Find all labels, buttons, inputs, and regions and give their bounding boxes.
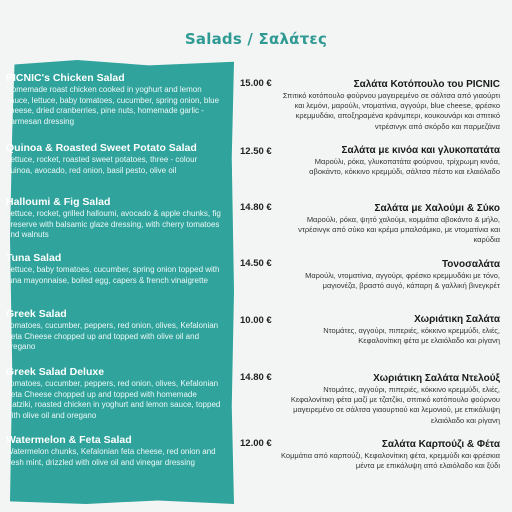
item-name-greek: Σαλάτα με Χαλούμι & Σύκο	[374, 203, 500, 214]
item-name: Tuna Salad	[6, 252, 62, 264]
item-name: PICNIC's Chicken Salad	[6, 72, 125, 84]
menu-item-gr	[280, 202, 500, 246]
menu-item-gr	[280, 258, 500, 291]
menu-item-en	[6, 308, 224, 353]
item-name-greek: Χωριάτικη Σαλάτα	[414, 314, 500, 325]
item-name: Greek Salad	[6, 308, 67, 320]
item-price: 14.50 €	[240, 258, 272, 269]
item-name-greek: Χωριάτικη Σαλάτα Ντελούξ	[373, 373, 500, 384]
item-description-greek: Κομμάτια από καρπούζι, Κεφαλονίτικη φέτα, κρεμμύδι και φρέσκια μέντα με επικάλυψη από ελαιόλαδο και ξύδι	[281, 451, 500, 471]
item-name: Greek Salad Deluxe	[6, 366, 105, 378]
item-price: 14.80 €	[240, 202, 272, 213]
item-price: 14.80 €	[240, 372, 272, 383]
item-description-greek: Σπιτικό κοτόπουλο φούρνου μαγειρεμένο σε σάλτσα από γιαούρτι και λεμόνι, μαρούλι, ντοματίνια, αγγούρι, blue cheese, φρέσκο κρεμμυδάκι, αποξηραμένα κράνμπερι, κουκουνάρι και σπιτικό ντρέσινγκ από σκόρδο και παρμεζάνα	[282, 91, 500, 131]
menu-item-en	[6, 196, 224, 241]
item-description-greek: Μαρούλι, ντοματίνια, αγγούρι, φρέσκο κρεμμυδάκι με τόνο, μαγιονέζα, βραστό αυγό, κάπαρη & γαλλική βινεγκρέτ	[305, 271, 500, 291]
menu-item-en	[6, 72, 224, 127]
menu-item-gr	[280, 313, 500, 346]
menu-item-gr	[280, 438, 500, 471]
menu-item-en	[6, 366, 224, 421]
menu-item-gr	[280, 372, 500, 426]
menu-item-en	[6, 142, 224, 176]
menu-item-gr	[280, 78, 500, 132]
item-name-greek: Τονοσαλάτα	[441, 259, 500, 270]
item-description-greek: Μαρούλι, ρόκα, γλυκοπατάτα φούρνου, τρίχρωμη κινόα, αβοκάντο, κόκκινο κρεμμύδι, σάλτσα πέστο και ελαιόλαδο	[309, 157, 500, 177]
item-description: Lettuce, rocket, roasted sweet potatoes, three - colour quinoa, avocado, red onion, basil pesto, olive oil	[6, 155, 198, 175]
item-description: Lettuce, baby tomatoes, cucumber, spring onion topped with tuna mayonnaise, boiled egg, capers & french vinaigrette	[6, 265, 220, 285]
item-price: 15.00 €	[240, 78, 272, 89]
item-name: Halloumi & Fig Salad	[6, 196, 111, 208]
item-name: Watermelon & Feta Salad	[6, 434, 132, 446]
menu-item-gr	[280, 144, 500, 177]
menu-item-en	[6, 434, 224, 468]
item-description: Lettuce, rocket, grilled halloumi, avocado & apple chunks, fig preserve with balsamic glaze dressing, with cherry tomatoes and walnuts	[6, 209, 221, 239]
item-price: 12.50 €	[240, 146, 272, 157]
item-name: Quinoa & Roasted Sweet Potato Salad	[6, 142, 197, 154]
item-price: 10.00 €	[240, 315, 272, 326]
item-name-greek: Σαλάτα με κινόα και γλυκοπατάτα	[341, 145, 500, 156]
item-name-greek: Σαλάτα Κοτόπουλο του PICNIC	[353, 79, 500, 90]
item-name-greek: Σαλάτα Καρπούζι & Φέτα	[381, 439, 500, 450]
item-description: Tomatoes, cucumber, peppers, red onion, olives, Kefalonian Feta Cheese chopped up and topped with olive oil and oregano	[6, 321, 219, 351]
item-description: Watermelon chunks, Kefalonian feta cheese, red onion and fresh mint, drizzled with olive oil and vinegar dressing	[6, 447, 216, 467]
item-description-greek: Μαρούλι, ρόκα, ψητό χαλούμι, κομμάτια αβοκάντο & μήλο, ντρέσινγκ από σύκο και κρέμα μπαλσάμικο, με ντοματίνια και καρύδια	[298, 215, 500, 245]
item-description-greek: Ντομάτες, αγγούρι, πιπεριές, κόκκινο κρεμμύδι, ελιές, Κεφαλονίτικη φέτα με ελαιόλαδο και ρίγανη	[323, 326, 500, 346]
item-price: 12.00 €	[240, 438, 272, 449]
page-title: Salads / Σαλάτες	[184, 30, 328, 48]
item-description-greek: Ντομάτες, αγγούρι, πιπεριές, κόκκινο κρεμμύδι, ελιές, Κεφαλονίτικη φέτα μαζί με τζατζίκι, σπιτικό κοτόπουλο φούρνου μαγειρεμένο σε σάλτσα γιαουρτιού και λεμονιού, με επικάλυψη ελαιόλαδο και ρίγανη	[290, 385, 500, 425]
item-description: Tomatoes, cucumber, peppers, red onion, olives, Kefalonian Feta Cheese chopped up and topped with homemade tzatziki, roasted chicken in yoghurt and lemon sauce, topped with olive oil and oregano	[6, 379, 221, 420]
item-description: Homemade roast chicken cooked in yoghurt and lemon sauce, lettuce, baby tomatoes, cucumber, spring onion, blue cheese, dried cranberries, pine nuts, homemade garlic - parmesan dressing	[6, 85, 220, 126]
menu-item-en	[6, 252, 224, 286]
